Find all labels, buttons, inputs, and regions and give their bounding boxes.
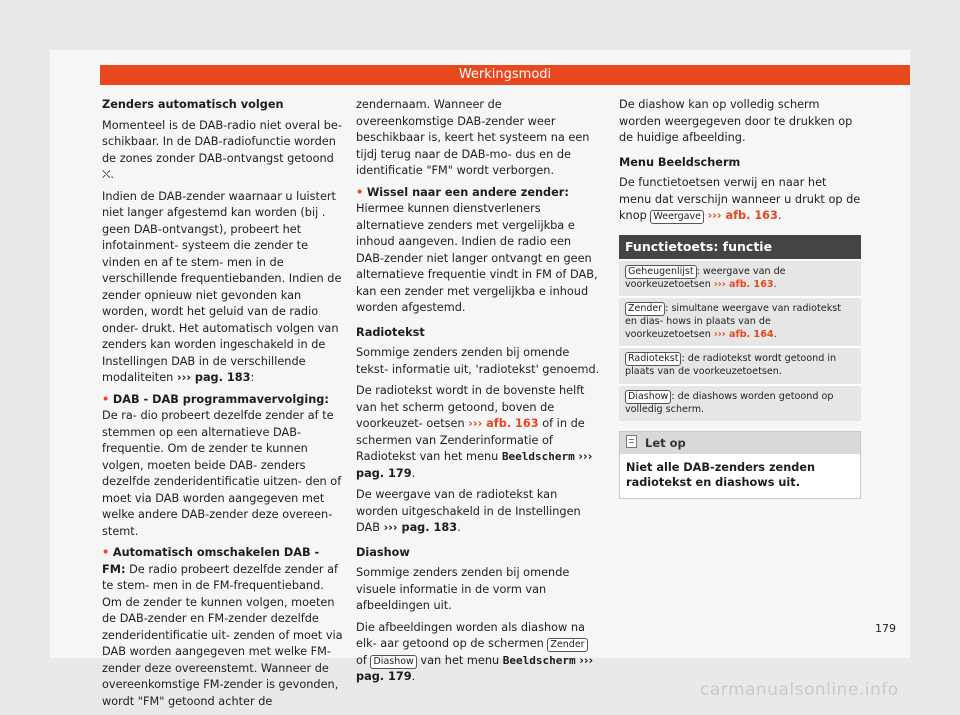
figure-reference[interactable]: ››› afb. 163 — [468, 417, 539, 430]
heading-auto-follow: Zenders automatisch volgen — [102, 98, 284, 111]
figure-reference[interactable]: ››› afb. 163 — [707, 209, 778, 222]
bullet-icon: • — [102, 546, 110, 559]
page-number: 179 — [875, 622, 896, 635]
bullet-item: • DAB - DAB programmavervolging: De ra- dio probeert dezelfde zender af te stemmen op een alternatieve DAB-frequentie. Om de zender te kunnen volgen, moeten beide DAB- zenders dezelfde zenderidentificatie uitzen- den of moet via DAB worden aangegeven met welke andere DAB-zender deze overeen- stemt. — [102, 392, 342, 538]
menu-name: Beeldscherm — [502, 653, 576, 667]
key-diashow: Diashow — [370, 655, 416, 669]
key-zender: Zender — [547, 638, 587, 652]
page-reference[interactable]: ››› pag. 179 — [356, 653, 594, 683]
figure-reference[interactable]: ››› afb. 164 — [713, 328, 774, 340]
watermark: carmanualsonline.info — [700, 680, 899, 700]
column-1 — [102, 97, 346, 715]
paragraph: Die afbeeldingen worden als diashow na elk- aar getoond op de schermen Zender of Diashow van het menu Beeldscherm ››› pag. 179. — [356, 620, 594, 683]
heading-menu-beeldscherm: Menu Beeldscherm — [619, 155, 741, 169]
key-label: Zender — [625, 302, 665, 316]
bullet-item: • Automatisch omschakelen DAB - FM: De radio probeert dezelfde zender af te stem- men in de FM-frequentieband. Om de zender te kunnen volgen, moeten de DAB-zender en FM-zender dezelfde zenderidentificatie uit- zenden of moet via DAB worden aangegeven met welke FM-zender deze overeenstemt. Wanneer de overeenkomstige FM-zender is gevonden, wordt "FM" getoond achter de — [102, 546, 343, 708]
bullet-icon: • — [356, 185, 364, 199]
key-label: Geheugenlijst — [625, 265, 697, 279]
note-box — [619, 431, 861, 499]
paragraph: Sommige zenders zenden bij omende tekst- informatie uit, 'radiotekst' genoemd. — [356, 346, 600, 376]
note-body: Niet alle DAB-zenders zenden radiotekst en diashows uit. — [626, 461, 816, 489]
no-dab-icon: ⛌ — [102, 168, 111, 181]
bullet-icon: • — [102, 392, 110, 406]
paragraph: De radiotekst wordt in de bovenste helft van het scherm getoond, boven de voorkeuzet- oetsen ››› afb. 163 of in de schermen van Zenderinformatie of Radiotekst van het menu Beeldscherm ››› pag. 179. — [356, 384, 593, 480]
column-2 — [356, 97, 602, 691]
key-weergave: Weergave — [650, 210, 704, 224]
column-3 — [619, 97, 861, 499]
paragraph: zendernaam. Wanneer de overeenkomstige DAB-zender weer beschikbaar is, keert het systeem na een tijdj terug naar de DAB-mo- dus en de identificatie "FM" wordt verborgen. — [356, 98, 590, 177]
key-label: Radiotekst — [625, 352, 681, 366]
page-reference[interactable]: ››› pag. 183 — [176, 371, 251, 384]
function-item: Diashow : de diashows worden getoond op volledig scherm. — [619, 386, 861, 422]
paragraph: Momenteel is de DAB-radio niet overal be- schikbaar. In de DAB-radiofunctie worden de zones zonder DAB-ontvangst getoond ⛌. — [102, 118, 342, 181]
page-reference[interactable]: ››› pag. 179 — [356, 450, 593, 480]
figure-reference[interactable]: ››› afb. 163 — [713, 278, 774, 290]
function-item: Zender : simultane weergave van radiotekst en dias- hows in plaats van de voorkeuzetoetsen ››› afb. 164. — [619, 298, 861, 346]
function-key-table — [619, 235, 861, 422]
page-reference[interactable]: ››› pag. 183 — [383, 521, 458, 534]
note-icon — [626, 435, 637, 448]
function-item: Geheugenlijst : weergave van de voorkeuzetoetsen ››› afb. 163. — [619, 261, 861, 297]
paragraph: De diashow kan op volledig scherm worden weergegeven door te drukken op de huidige afbeelding. — [619, 98, 853, 144]
section-header: Werkingsmodi — [100, 65, 910, 85]
menu-name: Beeldscherm — [501, 450, 575, 463]
heading-radiotekst: Radiotekst — [356, 325, 425, 339]
note-title: Let op — [620, 432, 860, 454]
paragraph: De weergave van de radiotekst kan worden uitgeschakeld in de Instellingen DAB ››› pag. 183. — [356, 488, 581, 534]
key-label: Diashow — [625, 390, 671, 404]
bullet-item: • Wissel naar een andere zender: Hiermee kunnen dienstverleners alternatieve zenders met vergelijkba e inhoud aangeven. Indien de radio een DAB-zender niet langer ontvangt en geen alternatieve frequentie vindt in FM of DAB, kan een zender met vergelijkba e inhoud worden afgestemd. — [356, 185, 598, 314]
paragraph: Sommige zenders zenden bij omende visuele informatie in de vorm van afbeeldingen uit. — [356, 566, 570, 612]
function-item: Radiotekst : de radiotekst wordt getoond in plaats van de voorkeuzetoetsen. — [619, 348, 861, 384]
heading-diashow: Diashow — [356, 545, 410, 559]
paragraph: De functietoetsen verwij en naar het menu dat verschijn wanneer u drukt op de knop Weergave ››› afb. 163. — [619, 176, 861, 222]
function-table-title: Functietoets: functie — [619, 235, 861, 259]
paragraph: Indien de DAB-zender waarnaar u luistert niet langer afgestemd kan worden (bij . geen DAB-ontvangst), probeert het infotainment- systeem die zender te vinden en af te stem- men in de verschillende frequentiebanden. Indien de zender opnieuw niet gevonden kan worden, wordt het geluid van de radio onder- drukt. Het automatisch volgen van zenders kan worden ingeschakeld in de Instellingen DAB in de verschillende modaliteiten ››› pag. 183: — [102, 189, 342, 384]
